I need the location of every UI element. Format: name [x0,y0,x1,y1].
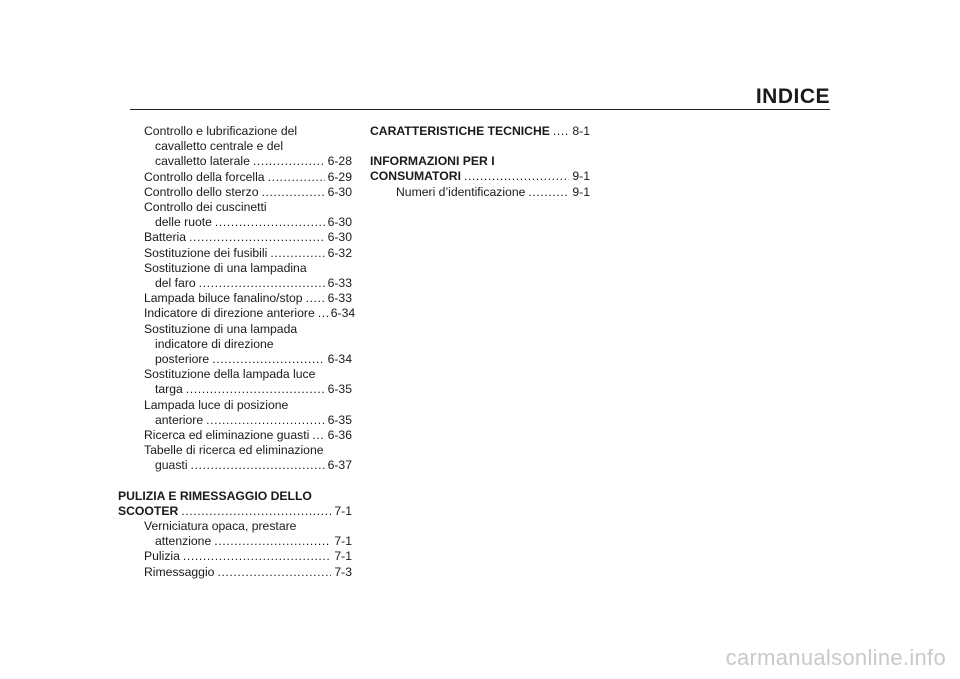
dot-leader [270,246,324,261]
dot-leader [261,185,324,200]
toc-entry[interactable] [118,519,352,549]
dot-leader [214,534,331,549]
toc-line [118,519,352,534]
dot-leader [181,504,331,519]
toc-entry[interactable] [118,124,352,170]
toc-line [118,458,352,473]
toc-line [118,291,352,306]
dot-leader [186,382,325,397]
toc-entry-title: attenzione [155,534,212,549]
dot-leader [199,276,325,291]
toc-line [370,185,590,200]
toc-line [370,124,590,139]
toc-entry-title: Controllo dello sterzo [144,184,259,199]
toc-page-number: 6-32 [327,245,352,260]
toc-entry[interactable] [118,306,356,321]
toc-line [118,276,352,291]
toc-entry-title: Tabelle di ricerca ed eliminazione [144,443,324,458]
toc-entry-title: Lampada biluce fanalino/stop [144,291,303,306]
toc-page-number: 6-35 [327,382,352,397]
toc-line [118,139,352,154]
toc-line [118,322,352,337]
toc-page-number: 7-1 [334,549,352,564]
toc-line [118,230,352,245]
toc-entry[interactable] [118,291,352,306]
toc-line [118,337,352,352]
dot-leader [464,169,569,184]
dot-leader [253,154,325,169]
toc-line [118,170,352,185]
toc-entry-title: Controllo della forcella [144,169,265,184]
toc-section-title: PULIZIA E RIMESSAGGIO DELLO [118,488,312,503]
toc-line [118,352,352,367]
toc-page-number: 7-1 [334,503,352,518]
toc-section-entry[interactable] [118,489,352,519]
dot-leader [206,413,324,428]
dot-leader [306,291,325,306]
toc-entry[interactable] [118,565,352,580]
toc-entry-title: cavalletto centrale e del [155,139,284,154]
title-divider [130,109,830,110]
toc-right-column [370,124,590,200]
toc-entry-title: Controllo dei cuscinetti [144,200,267,215]
toc-line [118,185,352,200]
toc-entry[interactable] [118,246,352,261]
toc-line [118,382,352,397]
toc-entry-title: Sostituzione di una lampadina [144,260,307,275]
toc-line [118,306,356,321]
toc-page-number: 6-30 [327,230,352,245]
dot-leader [312,428,324,443]
watermark-text: carmanualsonline.info [725,645,946,670]
toc-line [118,565,352,580]
dot-leader [215,215,325,230]
toc-entry-title: Rimessaggio [144,564,215,579]
toc-entry-title: Indicatore di direzione anteriore [144,306,315,321]
section-spacer [370,139,590,154]
toc-line [370,169,590,184]
toc-page-number: 6-30 [327,184,352,199]
toc-entry[interactable] [118,428,352,443]
toc-line [370,154,590,169]
toc-line [118,443,352,458]
toc-entry-title: del faro [155,276,196,291]
dot-leader [318,306,328,321]
toc-entry-title: cavalletto laterale [155,154,250,169]
toc-left-column [118,124,356,580]
toc-line [118,261,352,276]
toc-line [118,549,352,564]
toc-line [118,398,352,413]
toc-entry-title: Verniciatura opaca, prestare [144,519,297,534]
toc-entry[interactable] [118,185,352,200]
toc-line [118,428,352,443]
toc-line [118,534,352,549]
toc-page-number: 6-33 [327,276,352,291]
toc-line [118,124,352,139]
section-spacer [118,474,352,489]
toc-section-title: INFORMAZIONI PER I [370,154,495,169]
toc-line [118,504,352,519]
toc-entry-title: Numeri d’identificazione [396,184,526,199]
toc-page-number: 6-37 [327,458,352,473]
toc-entry-title: posteriore [155,352,210,367]
toc-page-number: 6-29 [327,169,352,184]
toc-entry[interactable] [118,549,352,564]
toc-entry[interactable] [370,185,590,200]
toc-page-number: 6-36 [327,428,352,443]
toc-page-number: 6-34 [327,352,352,367]
toc-page-number: 6-33 [327,291,352,306]
toc-section-entry[interactable] [370,124,590,139]
toc-entry-title: anteriore [155,412,204,427]
toc-entry[interactable] [118,443,352,473]
dot-leader [553,124,569,139]
toc-page-number: 9-1 [572,184,590,199]
dot-leader [191,458,325,473]
dot-leader [217,565,331,580]
dot-leader [212,352,324,367]
toc-page-number: 6-30 [327,215,352,230]
toc-page-number: 9-1 [572,169,590,184]
toc-line [118,367,352,382]
toc-page-number: 8-1 [572,124,590,138]
toc-section-title: CARATTERISTICHE TECNICHE [370,124,550,138]
toc-section-entry[interactable] [370,154,590,184]
toc-entry-title: delle ruote [155,215,212,230]
toc-entry-title: Sostituzione dei fusibili [144,245,268,260]
toc-entry-title: Lampada luce di posizione [144,397,289,412]
toc-line [118,200,352,215]
toc-entry[interactable] [118,261,352,291]
dot-leader [183,549,331,564]
toc-entry[interactable] [118,367,352,397]
toc-entry-title: guasti [155,458,188,473]
toc-line [118,154,352,169]
toc-line [118,489,352,504]
toc-entry-title: Controllo e lubrificazione del [144,124,298,138]
toc-entry[interactable] [118,230,352,245]
toc-section-title: CONSUMATORI [370,169,461,184]
toc-entry-title: Pulizia [144,549,180,564]
toc-entry[interactable] [118,322,352,368]
page-title: INDICE [755,85,830,108]
dot-leader [528,185,569,200]
toc-entry[interactable] [118,200,352,230]
toc-page-number: 7-3 [334,564,352,579]
toc-entry-title: Sostituzione di una lampada [144,321,298,336]
dot-leader [268,170,325,185]
toc-entry-title: Batteria [144,230,187,245]
toc-line [118,413,352,428]
toc-section-title: SCOOTER [118,503,179,518]
toc-page-number: 7-1 [334,534,352,549]
toc-page-number: 6-28 [327,154,352,169]
toc-line [118,246,352,261]
toc-line [118,215,352,230]
dot-leader [189,230,325,245]
toc-entry-title: targa [155,382,183,397]
toc-entry-title: Sostituzione della lampada luce [144,367,316,382]
toc-entry-title: Ricerca ed eliminazione guasti [144,428,310,443]
toc-page-number: 6-35 [327,412,352,427]
toc-entry-title: indicatore di direzione [155,336,274,351]
toc-page-number: 6-34 [330,306,356,321]
toc-entry[interactable] [118,170,352,185]
toc-entry[interactable] [118,398,352,428]
